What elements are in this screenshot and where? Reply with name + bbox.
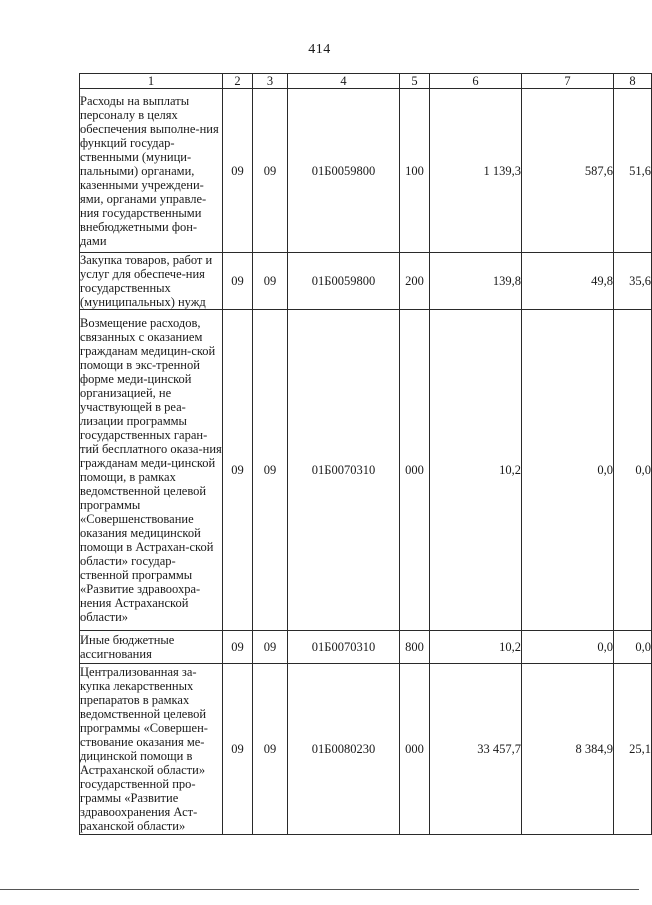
execution-percent: 25,1 <box>614 664 652 835</box>
section-code: 09 <box>223 253 253 310</box>
column-header: 2 <box>223 74 253 89</box>
target-article-code: 01Б0059800 <box>288 89 400 253</box>
target-article-code: 01Б0059800 <box>288 253 400 310</box>
subsection-code: 09 <box>253 310 288 631</box>
executed-amount: 587,6 <box>522 89 614 253</box>
executed-amount: 0,0 <box>522 631 614 664</box>
column-header: 5 <box>400 74 430 89</box>
execution-percent: 51,6 <box>614 89 652 253</box>
column-header: 7 <box>522 74 614 89</box>
execution-percent: 0,0 <box>614 310 652 631</box>
expense-type-code: 800 <box>400 631 430 664</box>
planned-amount: 1 139,3 <box>430 89 522 253</box>
section-code: 09 <box>223 631 253 664</box>
column-header: 8 <box>614 74 652 89</box>
execution-percent: 35,6 <box>614 253 652 310</box>
expense-type-code: 000 <box>400 664 430 835</box>
target-article-code: 01Б0080230 <box>288 664 400 835</box>
planned-amount: 139,8 <box>430 253 522 310</box>
column-header: 3 <box>253 74 288 89</box>
section-code: 09 <box>223 310 253 631</box>
planned-amount: 10,2 <box>430 310 522 631</box>
planned-amount: 33 457,7 <box>430 664 522 835</box>
executed-amount: 0,0 <box>522 310 614 631</box>
subsection-code: 09 <box>253 631 288 664</box>
target-article-code: 01Б0070310 <box>288 631 400 664</box>
column-header: 4 <box>288 74 400 89</box>
table-row <box>80 631 652 664</box>
execution-percent: 0,0 <box>614 631 652 664</box>
column-header: 1 <box>80 74 223 89</box>
column-header: 6 <box>430 74 522 89</box>
column-number-row <box>80 74 652 89</box>
row-description: Централизованная за-купка лекарственных препаратов в рамках ведомственной целевой программы «Совершен-ствование оказания ме-дицинской помощи в Астраханской области» государственной про-граммы «Развитие здравоохранения Аст-раханской области» <box>80 664 223 835</box>
planned-amount: 10,2 <box>430 631 522 664</box>
subsection-code: 09 <box>253 89 288 253</box>
row-description: Расходы на выплаты персоналу в целях обеспечения выполне-ния функций государ-ственными (муници-пальными) органами, казенными учреждени-ями, органами управле-ния государственными внебюджетными фон-дами <box>80 89 223 253</box>
table-row <box>80 253 652 310</box>
table-row <box>80 664 652 835</box>
row-description: Закупка товаров, работ и услуг для обеспече-ния государственных (муниципальных) нужд <box>80 253 223 310</box>
table-row <box>80 310 652 631</box>
page-bottom-rule <box>0 889 639 890</box>
budget-table <box>79 73 652 835</box>
target-article-code: 01Б0070310 <box>288 310 400 631</box>
table-row <box>80 89 652 253</box>
subsection-code: 09 <box>253 664 288 835</box>
subsection-code: 09 <box>253 253 288 310</box>
executed-amount: 8 384,9 <box>522 664 614 835</box>
expense-type-code: 200 <box>400 253 430 310</box>
section-code: 09 <box>223 89 253 253</box>
section-code: 09 <box>223 664 253 835</box>
expense-type-code: 000 <box>400 310 430 631</box>
expense-type-code: 100 <box>400 89 430 253</box>
row-description: Возмещение расходов, связанных с оказанием гражданам медицин-ской помощи в экс-тренной форме меди-цинской организацией, не участвующей в реа-лизации программы государственных гаран-тий бесплатного оказа-ния гражданам меди-цинской помощи, в рамках ведомственной целевой программы «Совершенствование оказания медицинской помощи в Астрахан-ской области» государ-ственной программы «Развитие здравоохра-нения Астраханской области» <box>80 310 223 631</box>
page-number: 414 <box>308 42 331 57</box>
executed-amount: 49,8 <box>522 253 614 310</box>
row-description: Иные бюджетные ассигнования <box>80 631 223 664</box>
